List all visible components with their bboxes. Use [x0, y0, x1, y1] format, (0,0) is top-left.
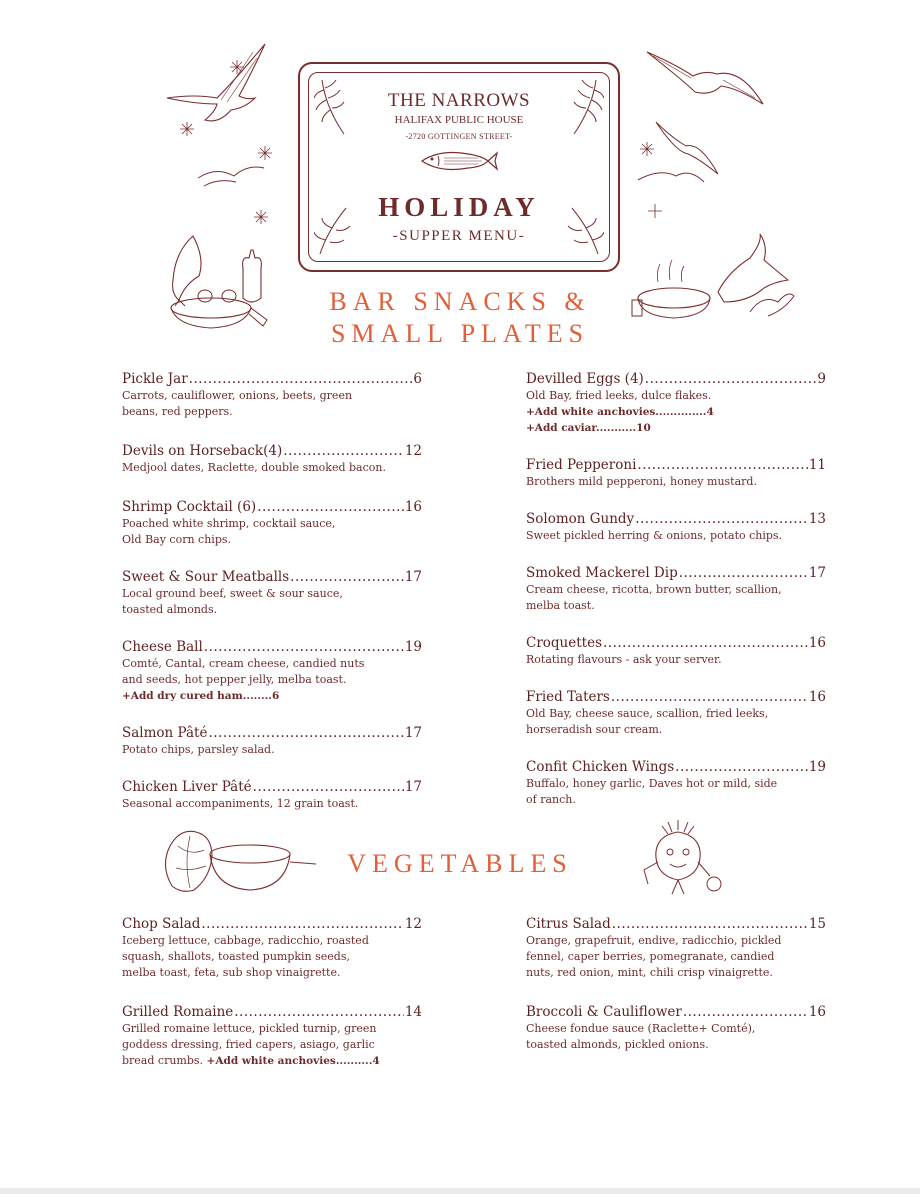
dot-leader [201, 915, 403, 933]
menu-item-name: Sweet & Sour Meatballs [122, 569, 290, 585]
section-title-vegetables: VEGETABLES [347, 849, 573, 878]
menu-item-name: Pickle Jar [122, 371, 188, 387]
dot-leader [683, 1003, 808, 1021]
dot-leader [645, 370, 817, 388]
menu-item-price: 12 [404, 916, 422, 932]
page-bottom-rule [0, 1188, 920, 1194]
menu-item-name: Fried Pepperoni [526, 457, 637, 473]
menu-item-description: Orange, grapefruit, endive, radicchio, pickled [526, 934, 782, 947]
menu-item-description: Iceberg lettuce, cabbage, radicchio, roasted [122, 934, 369, 947]
menu-item-heading [526, 688, 826, 706]
seagull-icon [196, 158, 266, 188]
menu-item-name: Citrus Salad [526, 916, 611, 932]
sprig-icon [564, 206, 604, 256]
menu-item-price: 6 [413, 371, 422, 387]
menu-item [526, 370, 826, 436]
menu-item-heading [122, 724, 422, 742]
menu-item-heading [526, 634, 826, 652]
menu-item-description: nuts, red onion, mint, chili crisp vinaigrette. [526, 966, 773, 979]
menu-item-price: 15 [808, 916, 826, 932]
menu-item-heading [122, 1003, 422, 1021]
menu-item-description: Potato chips, parsley salad. [122, 743, 275, 756]
dot-leader [612, 915, 808, 933]
seagull-icon [636, 164, 706, 188]
menu-item-addon: +Add dry cured ham........6 [122, 690, 280, 702]
sparkle-icon [648, 204, 662, 218]
menu-item-name: Devils on Horseback(4) [122, 443, 283, 459]
section-title-line-1: BAR SNACKS & [329, 287, 591, 316]
menu-item-description [122, 1053, 422, 1069]
dot-leader [253, 778, 404, 796]
restaurant-address: -2720 GOTTINGEN STREET- [405, 132, 513, 141]
menu-item-heading [526, 564, 826, 582]
menu-item-description: and seeds, hot pepper jelly, melba toast. [122, 673, 347, 686]
dot-leader [603, 634, 808, 652]
sprig-icon [314, 78, 354, 138]
vegetables-right-column [526, 915, 826, 1053]
dot-leader [234, 1003, 404, 1021]
menu-item-addon: +Add white anchovies..............4 [526, 406, 714, 418]
menu-item [122, 498, 422, 548]
header-frame [298, 62, 620, 272]
menu-item [526, 456, 826, 490]
menu-item [526, 758, 826, 808]
menu-item-description: Rotating flavours - ask your server. [526, 653, 722, 666]
menu-item-description: horseradish sour cream. [526, 723, 663, 736]
menu-item-description: Poached white shrimp, cocktail sauce, [122, 517, 336, 530]
dot-leader [637, 456, 807, 474]
menu-item-name: Devilled Eggs (4) [526, 371, 644, 387]
dot-leader [189, 370, 413, 388]
menu-item-description: Comté, Cantal, cream cheese, candied nuts [122, 657, 365, 670]
menu-item-description: Brothers mild pepperoni, honey mustard. [526, 475, 757, 488]
dot-leader [679, 564, 808, 582]
menu-item-description: Medjool dates, Raclette, double smoked bacon. [122, 461, 386, 474]
menu-item [122, 638, 422, 704]
menu-item-heading [526, 370, 826, 388]
menu-item [122, 915, 422, 981]
menu-item-heading [122, 778, 422, 796]
menu-item [526, 1003, 826, 1053]
menu-item-description: Old Bay, fried leeks, dulce flakes. [526, 389, 712, 402]
menu-item-description: Local ground beef, sweet & sour sauce, [122, 587, 343, 600]
menu-item-name: Smoked Mackerel Dip [526, 565, 678, 581]
menu-item-price: 16 [404, 499, 422, 515]
menu-item [122, 568, 422, 618]
menu-item-price: 17 [404, 569, 422, 585]
menu-item-description: Buffalo, honey garlic, Daves hot or mild, side [526, 777, 778, 790]
dot-leader [204, 638, 404, 656]
section-title-line-2: SMALL PLATES [330, 319, 590, 348]
menu-item-description: Sweet pickled herring & onions, potato chips. [526, 529, 783, 542]
menu-item-heading [122, 498, 422, 516]
herring-icon [418, 146, 498, 180]
menu-item-name: Cheese Ball [122, 639, 203, 655]
menu-item-description-tail: bread crumbs. [122, 1054, 207, 1067]
menu-item-addon: +Add white anchovies..........4 [206, 1055, 380, 1067]
menu-item-heading [122, 638, 422, 656]
menu-item-description: squash, shallots, toasted pumpkin seeds, [122, 950, 350, 963]
menu-item-addon: +Add caviar...........10 [526, 422, 651, 434]
menu-item-description: fennel, caper berries, pomegranate, candied [526, 950, 775, 963]
sparkle-icon [230, 60, 244, 74]
menu-item-description: Carrots, cauliflower, onions, beets, green [122, 389, 353, 402]
menu-item-description: Cheese fondue sauce (Raclette+ Comté), [526, 1022, 756, 1035]
menu-item [122, 778, 422, 812]
sprig-icon [564, 78, 604, 138]
menu-item-description: of ranch. [526, 793, 576, 806]
menu-item-description: Old Bay, cheese sauce, scallion, fried leeks, [526, 707, 769, 720]
menu-item-heading [122, 370, 422, 388]
menu-item-description: goddess dressing, fried capers, asiago, garlic [122, 1038, 375, 1051]
menu-item [122, 724, 422, 758]
menu-item-price: 16 [808, 1004, 826, 1020]
menu-item-description: Cream cheese, ricotta, brown butter, scallion, [526, 583, 782, 596]
restaurant-name: THE NARROWS [387, 90, 531, 111]
menu-item-price: 12 [404, 443, 422, 459]
menu-item-name: Chicken Liver Pâté [122, 779, 252, 795]
restaurant-subtitle: HALIFAX PUBLIC HOUSE [394, 114, 524, 126]
sparkle-icon [254, 210, 268, 224]
menu-item-heading [526, 915, 826, 933]
menu-item [526, 510, 826, 544]
menu-item [122, 1003, 422, 1069]
menu-item-price: 13 [808, 511, 826, 527]
menu-item-price: 19 [808, 759, 826, 775]
dot-leader [611, 688, 808, 706]
menu-item-description: toasted almonds, pickled onions. [526, 1038, 709, 1051]
menu-item-price: 16 [808, 635, 826, 651]
menu-item-heading [526, 1003, 826, 1021]
sprig-icon [314, 206, 354, 256]
dot-leader [635, 510, 808, 528]
sparkle-icon [180, 122, 194, 136]
bar-snacks-left-column [122, 370, 422, 812]
menu-item-name: Confit Chicken Wings [526, 759, 675, 775]
menu-item-name: Salmon Pâté [122, 725, 208, 741]
menu-item-heading [122, 568, 422, 586]
menu-item-description: toasted almonds. [122, 603, 218, 616]
menu-item-name: Chop Salad [122, 916, 201, 932]
dot-leader [208, 724, 403, 742]
bar-snacks-right-column [526, 370, 826, 808]
menu-item [526, 688, 826, 738]
seagull-icon [645, 46, 765, 110]
menu-item-price: 19 [404, 639, 422, 655]
menu-item-description: melba toast. [526, 599, 595, 612]
menu-item-heading [122, 915, 422, 933]
menu-item-name: Shrimp Cocktail (6) [122, 499, 257, 515]
menu-item-description: Old Bay corn chips. [122, 533, 231, 546]
menu-item [526, 915, 826, 981]
dot-leader [283, 442, 404, 460]
menu-item-description: melba toast, feta, sub shop vinaigrette. [122, 966, 341, 979]
menu-item-price: 16 [808, 689, 826, 705]
menu-item-price: 17 [808, 565, 826, 581]
dot-leader [257, 498, 404, 516]
menu-item [122, 442, 422, 476]
menu-item-name: Grilled Romaine [122, 1004, 234, 1020]
menu-item-price: 17 [404, 725, 422, 741]
seagull-icon [165, 40, 275, 130]
section-title-bar-snacks [0, 286, 920, 350]
menu-item-heading [122, 442, 422, 460]
menu-item-heading [526, 456, 826, 474]
dot-leader [675, 758, 808, 776]
menu-item-name: Broccoli & Cauliflower [526, 1004, 682, 1020]
menu-item [526, 634, 826, 668]
menu-item [526, 564, 826, 614]
dot-leader [290, 568, 404, 586]
menu-item-description: beans, red peppers. [122, 405, 233, 418]
menu-item-name: Fried Taters [526, 689, 610, 705]
menu-title: HOLIDAY [378, 192, 540, 222]
menu-item-description: Grilled romaine lettuce, pickled turnip, green [122, 1022, 377, 1035]
menu-item-name: Solomon Gundy [526, 511, 635, 527]
sparkle-icon [640, 142, 654, 156]
menu-item-heading [526, 510, 826, 528]
menu-item-price: 11 [808, 457, 826, 473]
menu-item-price: 14 [404, 1004, 422, 1020]
menu-type: -SUPPER MENU- [392, 228, 526, 244]
menu-item-name: Croquettes [526, 635, 603, 651]
menu-item [122, 370, 422, 420]
vegetables-left-column [122, 915, 422, 1069]
menu-item-price: 17 [404, 779, 422, 795]
menu-item-description: Seasonal accompaniments, 12 grain toast. [122, 797, 359, 810]
menu-item-price: 9 [817, 371, 826, 387]
menu-item-heading [526, 758, 826, 776]
